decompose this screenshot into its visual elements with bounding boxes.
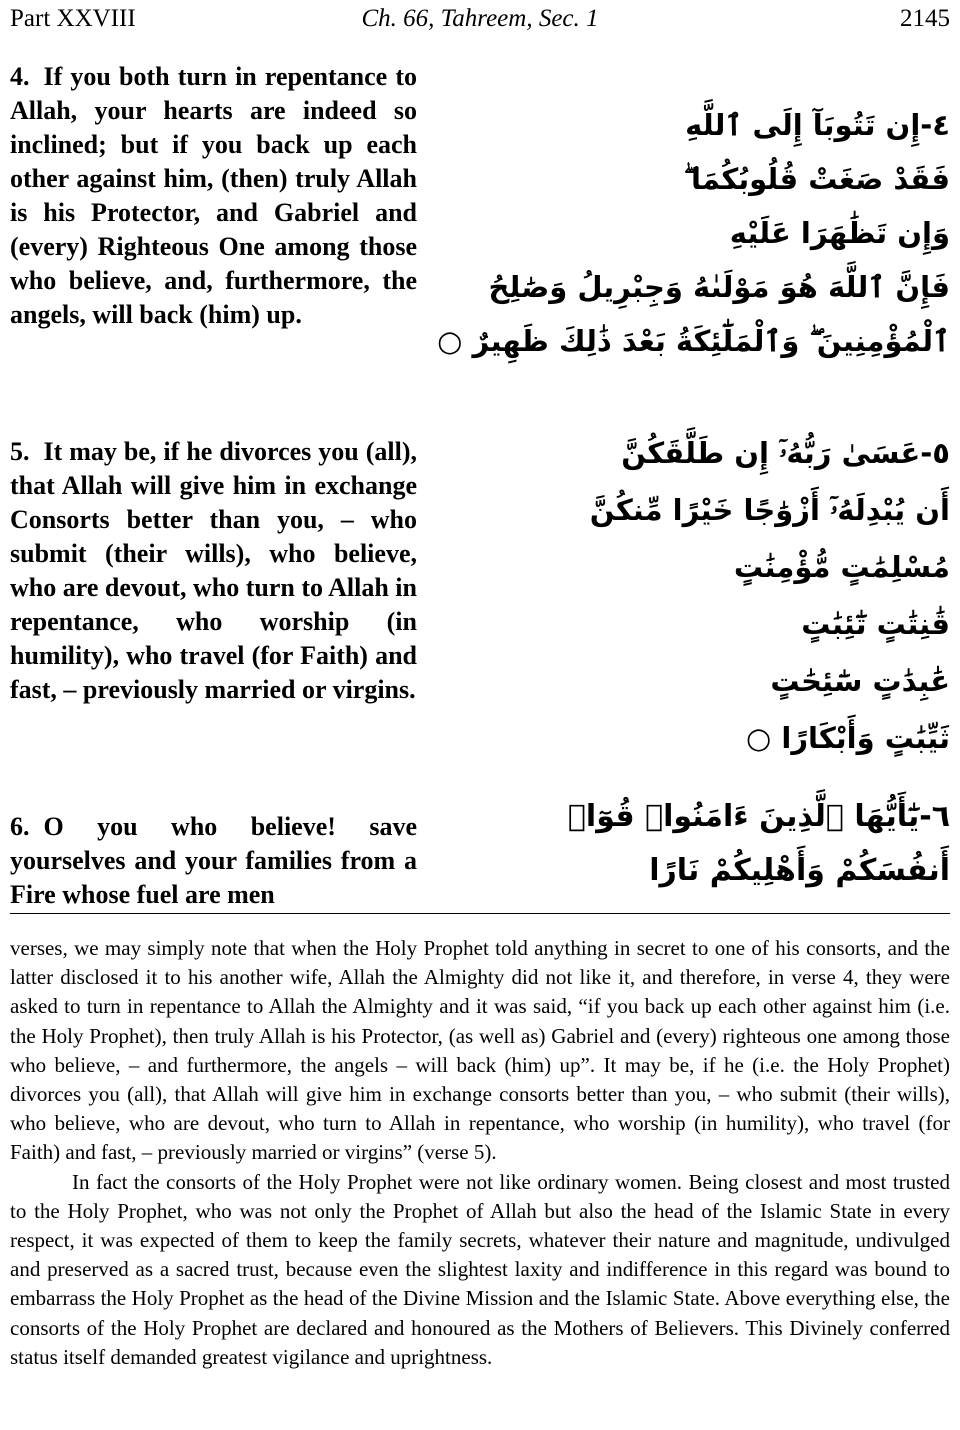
arabic-line: ثَيِّبَٰتٍ وَأَبْكَارًا ○ [745,721,950,755]
arabic-line: ٱلْمُؤْمِنِينَ ۖ وَٱلْمَلَٰٓئِكَةُ بَعْدَ ذَٰلِكَ ظَهِيرٌ ○ [437,324,950,358]
commentary-paragraph: verses, we may simply note that when the Holy Prophet told anything in secret to one of his consorts, and the latter disclosed it to his another wife, Allah the Almighty did not like it, and therefore, in verse 4, they were asked to turn in repentance to Allah the Almighty and it was said, “if you back up each other against him (i.e. the Holy Prophet), then truly Allah is his Protector, (as well as) Gabriel and (every) righteous one among those who believe, – and furthermore, the angels – will back (him) up”. It may be, if he (i.e. the Holy Prophet) divorces you (all), that Allah will give him in exchange consorts better than you, – who submit (their wills), who believe, who are devout, who turn to Allah in repentance, who worship (in humility), who travel (for Faith) and fast, – previously married or virgins” (verse 5). [10,936,950,1165]
arabic-line: ٥-عَسَىٰ رَبُّهُۥٓ إِن طَلَّقَكُنَّ [621,436,950,470]
verse-6-number: 6. [10,812,30,841]
arabic-line: قَٰنِتَٰتٍ تَٰٓئِبَٰتٍ [801,607,950,641]
chapter-title: Ch. 66, Tahreem, Sec. 1 [361,5,599,32]
verse-5-text: It may be, if he divorces you (all), that Allah will give him in exchange Consorts better than you, – who submit (their wills), who believe, who are devout, who turn to Allah in repentance, who worship (in humility), who travel (for Faith) and fast, – previously married or virgins. [10,437,417,704]
arabic-line: ٦-يَٰٓأَيُّهَا ٱلَّذِينَ ءَامَنُوا۟ قُوٓا۟ [567,799,950,834]
divider-rule [10,913,950,914]
arabic-line: وَإِن تَظَٰهَرَا عَلَيْهِ [729,216,950,250]
commentary-paragraph: In fact the consorts of the Holy Prophet were not like ordinary women. Being closest and most trusted to the Holy Prophet, who was not only the Prophet of Allah but also the head of the Islamic State in every respect, it was expected of them to keep the family secrets, whatever their nature and magnitude, undivulged and preserved as a sacred trust, because even the slightest laxity and indifference in this regard was bound to embarrass the Holy Prophet as the head of the Divine Mission and the Islamic State. Above everything else, the consorts of the Holy Prophet are declared and honoured as the Mothers of Believers. This Divinely conferred status itself demanded greatest vigilance and uprightness. [10,1169,950,1369]
verse-4-number: 4. [10,62,30,91]
arabic-line: أَنفُسَكُمْ وَأَهْلِيكُمْ نَارًا [649,853,950,888]
verse-6-translation [10,810,417,912]
verse-6-arabic [530,790,950,898]
verse-6-text: O you who believe! save yourselves and your families from a Fire whose fuel are men [10,812,417,909]
verse-5-translation [10,435,417,707]
verse-5-number: 5. [10,437,30,466]
arabic-line: عَٰبِدَٰتٍ سَٰٓئِحَٰتٍ [770,664,950,698]
verse-4-translation [10,60,417,332]
arabic-line: أَن يُبْدِلَهُۥٓ أَزْوَٰجًا خَيْرًا مِّنكُنَّ [589,493,950,527]
verse-4-text: If you both turn in repentance to Allah, your hearts are indeed so inclined; but if you back up each other against him, (then) truly Allah is his Protector, and Gabriel and (every) Righteous One among those who believe, and, furthermore, the angels, will back (him) up. [10,62,417,329]
verse-4-arabic [437,98,950,368]
arabic-line: فَإِنَّ ٱللَّهَ هُوَ مَوْلَىٰهُ وَجِبْرِيلُ وَصَٰلِحُ [488,270,950,304]
verse-5-arabic [530,425,950,767]
verse-5 [10,435,950,810]
arabic-line: فَقَدْ صَغَتْ قُلُوبُكُمَا ۖ [683,162,950,196]
arabic-line: مُسْلِمَٰتٍ مُّؤْمِنَٰتٍ [733,550,950,584]
verse-4 [10,60,950,435]
arabic-line: ٤-إِن تَتُوبَآ إِلَى ٱللَّهِ [685,108,950,142]
verse-section [10,60,950,914]
part-label: Part XXVIII [10,5,136,32]
verse-6 [10,799,950,914]
page-number: 2145 [900,5,950,32]
running-header [10,2,950,36]
commentary-section [10,934,950,1372]
